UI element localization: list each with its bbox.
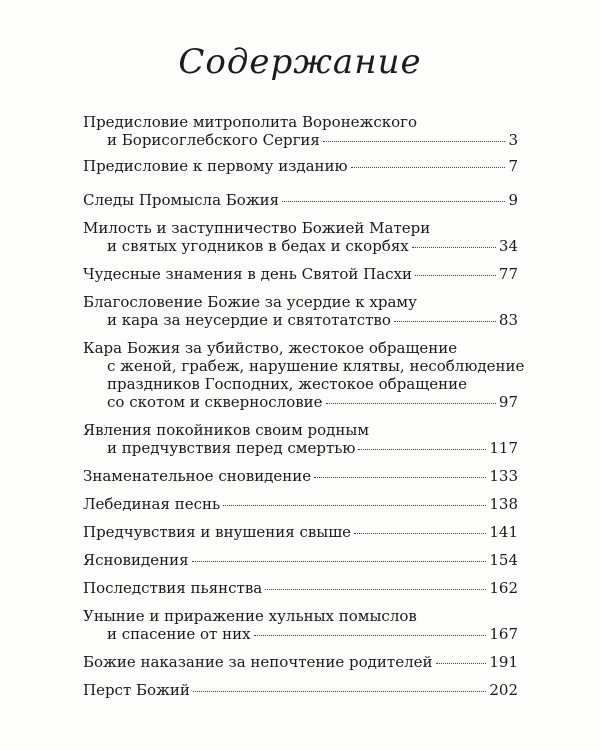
toc-entry-text: Предисловие к первому изданию: [83, 157, 348, 175]
dot-leader: [265, 589, 486, 590]
toc-entry-text: Знаменательное сновидение: [83, 467, 312, 485]
toc-page-number: 154: [489, 551, 518, 569]
toc-entry-text: Кара Божия за убийство, жестокое обращение: [83, 339, 458, 357]
toc-entry-text: Предисловие митрополита Воронежского: [83, 113, 418, 131]
toc-entry[interactable]: [83, 339, 525, 411]
toc-page-number: 7: [508, 157, 518, 175]
toc-entry-text: и святых угодников в бедах и скорбях: [107, 237, 409, 255]
toc-page-number: 34: [498, 237, 518, 255]
toc-entry[interactable]: [83, 421, 518, 457]
toc-entry-text: Ясновидения: [83, 551, 189, 569]
dot-leader: [394, 321, 496, 322]
toc-entry[interactable]: [83, 551, 518, 569]
toc-page-number: 202: [489, 681, 518, 699]
toc-entry-text: Перст Божий: [83, 681, 190, 699]
toc-entry-text: с женой, грабеж, нарушение клятвы, несоблюдение: [107, 357, 525, 375]
toc-page-number: 3: [508, 131, 518, 149]
toc-entry-text: и спасение от них: [107, 625, 251, 643]
table-of-contents: [83, 113, 525, 699]
toc-entry-text: Милость и заступничество Божией Матери: [83, 219, 431, 237]
dot-leader: [415, 275, 496, 276]
toc-entry[interactable]: [83, 157, 518, 175]
dot-leader: [354, 533, 486, 534]
toc-page-number: 191: [489, 653, 518, 671]
toc-entry[interactable]: [83, 113, 518, 149]
page-title: Содержание: [178, 42, 422, 82]
toc-entry[interactable]: [83, 293, 518, 329]
toc-page-number: 162: [489, 579, 518, 597]
toc-entry[interactable]: [83, 653, 518, 671]
toc-entry[interactable]: [83, 681, 518, 699]
toc-entry-text: и кара за неусердие и святотатство: [107, 311, 391, 329]
toc-entry[interactable]: [83, 219, 518, 255]
toc-entry[interactable]: [83, 265, 518, 283]
dot-leader: [323, 141, 506, 142]
toc-page-number: 9: [508, 191, 518, 209]
toc-entry[interactable]: [83, 467, 518, 485]
toc-entry-text: Последствия пьянства: [83, 579, 263, 597]
dot-leader: [282, 201, 505, 202]
toc-entry[interactable]: [83, 191, 518, 209]
toc-entry-text: со скотом и сквернословие: [107, 393, 323, 411]
toc-page-number: 138: [489, 495, 518, 513]
toc-entry[interactable]: [83, 607, 518, 643]
toc-entry-text: и предчувствия перед смертью: [107, 439, 356, 457]
toc-entry-text: Предчувствия и внушения свыше: [83, 523, 352, 541]
toc-entry[interactable]: [83, 495, 518, 513]
dot-leader: [326, 403, 496, 404]
dot-leader: [412, 247, 496, 248]
toc-entry-text: и Борисоглебского Сергия: [107, 131, 320, 149]
toc-entry-text: Явления покойников своим родным: [83, 421, 370, 439]
toc-entry[interactable]: [83, 579, 518, 597]
toc-entry-text: Благословение Божие за усердие к храму: [83, 293, 417, 311]
dot-leader: [254, 635, 487, 636]
dot-leader: [223, 505, 486, 506]
toc-entry-text: Лебединая песнь: [83, 495, 221, 513]
dot-leader: [192, 561, 487, 562]
toc-page-number: 167: [489, 625, 518, 643]
toc-page-number: 117: [489, 439, 518, 457]
toc-page-number: 133: [489, 467, 518, 485]
toc-entry-text: Следы Промысла Божия: [83, 191, 280, 209]
dot-leader: [358, 449, 486, 450]
toc-entry[interactable]: [83, 523, 518, 541]
toc-entry-text: Божие наказание за непочтение родителей: [83, 653, 433, 671]
toc-entry-text: Уныние и приражение хульных помыслов: [83, 607, 417, 625]
dot-leader: [314, 477, 486, 478]
toc-page-number: 141: [489, 523, 518, 541]
toc-entry-text: Чудесные знамения в день Святой Пасхи: [83, 265, 413, 283]
toc-page-number: 83: [498, 311, 518, 329]
dot-leader: [351, 167, 506, 168]
dot-leader: [436, 663, 487, 664]
toc-page-number: 97: [498, 393, 518, 411]
toc-entry-text: праздников Господних, жестокое обращение: [107, 375, 467, 393]
toc-page-number: 77: [498, 265, 518, 283]
dot-leader: [193, 691, 486, 692]
